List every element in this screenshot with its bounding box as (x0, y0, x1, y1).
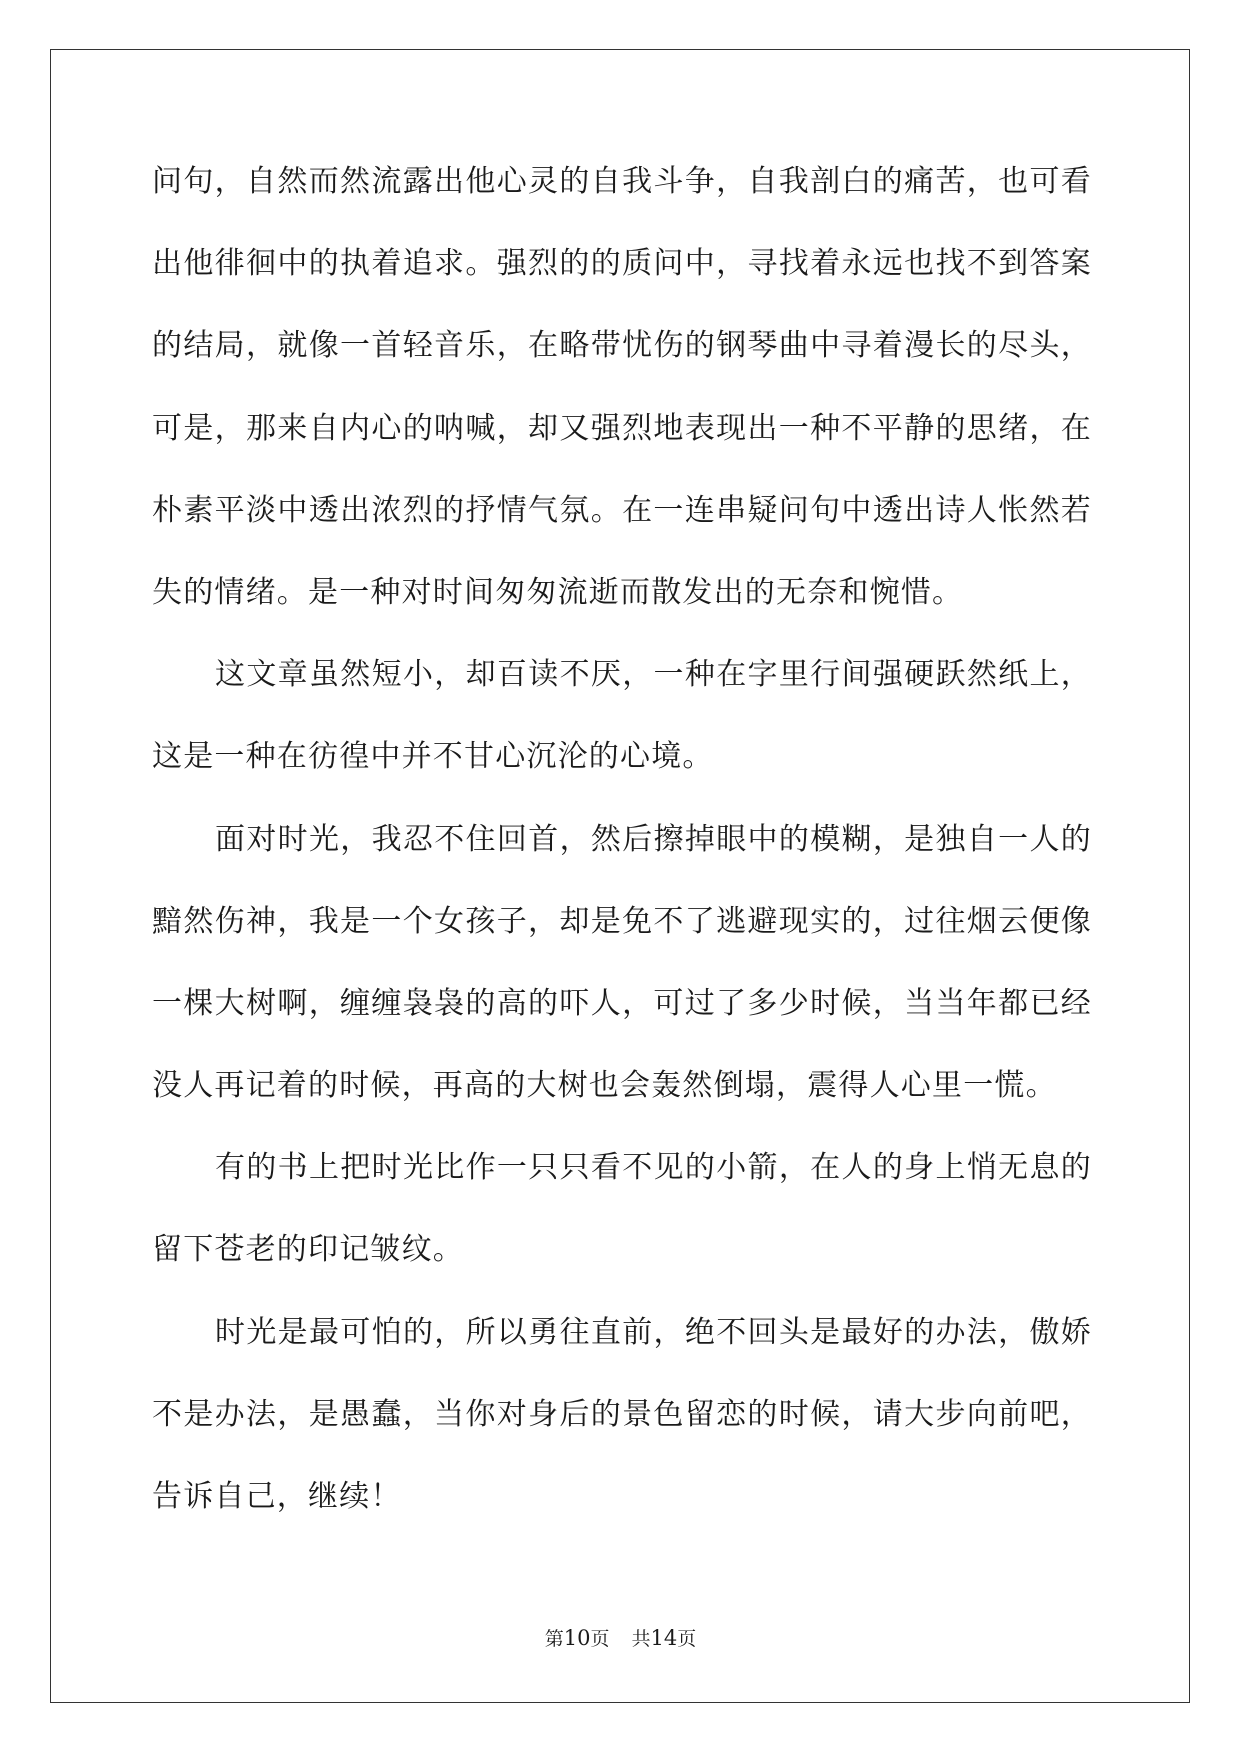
text-line: 出他徘徊中的执着追求。强烈的的质问中，寻找着永远也找不到答案 (152, 246, 1092, 282)
text-line: 面对时光，我忍不住回首，然后擦掉眼中的模糊，是独自一人的 (215, 821, 1092, 857)
text-line: 告诉自己，继续！ (152, 1479, 402, 1514)
paragraph-4 (152, 1144, 1092, 1308)
text-line: 一棵大树啊，缠缠袅袅的高的吓人，可过了多少时候，当当年都已经 (152, 985, 1092, 1021)
current-page-number: 10 (563, 1626, 591, 1650)
total-prefix: 共 (631, 1628, 651, 1650)
text-line: 的结局，就像一首轻音乐，在略带忧伤的钢琴曲中寻着漫长的尽头， (152, 328, 1092, 364)
text-line: 时光是最可怕的，所以勇往直前，绝不回头是最好的办法，傲娇 (215, 1314, 1092, 1350)
paragraph-3 (152, 816, 1092, 1145)
text-line: 这文章虽然短小，却百读不厌，一种在字里行间强硬跃然纸上， (215, 657, 1092, 693)
paragraph-5 (152, 1309, 1092, 1556)
document-body (152, 158, 1092, 1555)
paragraph-2 (152, 651, 1092, 815)
text-line: 朴素平淡中透出浓烈的抒情气氛。在一连串疑问句中透出诗人怅然若 (152, 492, 1092, 528)
text-line: 不是办法，是愚蠢，当你对身后的景色留恋的时候，请大步向前吧， (152, 1396, 1092, 1432)
page-prefix: 第 (544, 1628, 564, 1650)
total-suffix: 页 (677, 1628, 697, 1650)
text-line: 黯然伤神，我是一个女孩子，却是免不了逃避现实的，过往烟云便像 (152, 903, 1092, 939)
text-line: 失的情绪。是一种对时间匆匆流逝而散发出的无奈和惋惜。 (152, 574, 964, 610)
total-page-count: 14 (650, 1626, 678, 1650)
text-line: 有的书上把时光比作一只只看不见的小箭，在人的身上悄无息的 (215, 1150, 1092, 1186)
page-number-footer (0, 1624, 1241, 1653)
text-line: 这是一种在彷徨中并不甘心沉沦的心境。 (152, 739, 714, 775)
paragraph-1 (152, 158, 1092, 651)
text-line: 问句，自然而然流露出他心灵的自我斗争，自我剖白的痛苦，也可看 (152, 164, 1092, 199)
text-line: 没人再记着的时候，再高的大树也会轰然倒塌，震得人心里一慌。 (152, 1068, 1057, 1104)
page-suffix: 页 (590, 1628, 610, 1650)
text-line: 可是，那来自内心的呐喊，却又强烈地表现出一种不平静的思绪，在 (152, 410, 1092, 446)
text-line: 留下苍老的印记皱纹。 (152, 1232, 464, 1268)
